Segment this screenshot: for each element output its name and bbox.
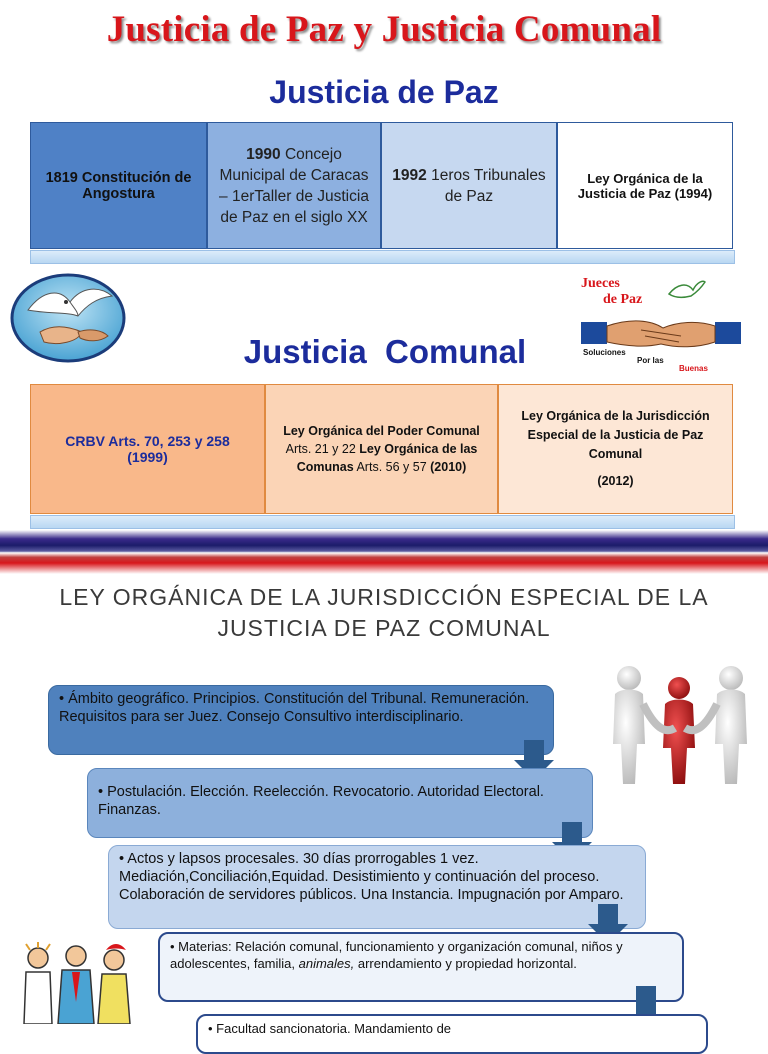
- comunal-cell-2012: Ley Orgánica de la Jurisdicción Especial de la Justicia de Paz Comunal (2012): [498, 384, 733, 514]
- ley-organica-title-line2: JUSTICIA DE PAZ COMUNAL: [217, 615, 551, 641]
- cartoon-people-figure: [16, 942, 136, 1024]
- logo-line2: de Paz: [603, 292, 643, 307]
- flow-step-3: • Actos y lapsos procesales. 30 días prorrogables 1 vez. Mediación,Conciliación,Equidad. Desistimiento y continuación del proceso. Colaboración de servidores públicos. Una Instancia. Impugnación por Amparo.: [108, 845, 646, 929]
- dove-icon: [667, 276, 707, 311]
- timeline-cell-1992: 1992 1eros Tribunales de Paz: [381, 122, 557, 249]
- timeline-cell-1990: 1990 Concejo Municipal de Caracas – 1erTaller de Justicia de Paz en el siglo XX: [207, 122, 381, 249]
- comunal-timeline-bar: [30, 515, 735, 529]
- main-title: Justicia de Paz y Justicia Comunal: [106, 9, 662, 50]
- logo-tag2: Por las: [637, 356, 664, 365]
- flow-step-5: • Facultad sancionatoria. Mandamiento de: [196, 1014, 708, 1054]
- timeline-cell-1994: Ley Orgánica de la Justicia de Paz (1994): [557, 122, 733, 249]
- dove-handshake-logo: [8, 272, 126, 364]
- ley-organica-title: [20, 582, 748, 644]
- ley-organica-title-line1: LEY ORGÁNICA DE LA JURISDICCIÓN ESPECIAL DE LA: [59, 584, 709, 610]
- justicia-paz-heading: Justicia de Paz: [269, 74, 499, 110]
- logo-line1: Jueces: [581, 276, 620, 291]
- justicia-comunal-heading: Justicia Comunal: [243, 333, 527, 370]
- flow-step-4: • Materias: Relación comunal, funcionamiento y organización comunal, niños y adolescentes, familia, animales, arrendamiento y propiedad horizontal.: [158, 932, 684, 1002]
- logo-tag3: Buenas: [679, 364, 708, 373]
- jueces-de-paz-logo: [575, 272, 745, 376]
- people-circle-figure: [605, 664, 755, 792]
- timeline-cell-1819: 1819 Constitución de Angostura: [30, 122, 207, 249]
- flow-step-1: • Ámbito geográfico. Principios. Constitución del Tribunal. Remuneración. Requisitos para ser Juez. Consejo Consultivo interdisciplinario.: [48, 685, 554, 755]
- comunal-cell-crbv: CRBV Arts. 70, 253 y 258 (1999): [30, 384, 265, 514]
- comunal-cell-2010: Ley Orgánica del Poder Comunal Arts. 21 y 22 Ley Orgánica de las Comunas Arts. 56 y 57 (2010): [265, 384, 498, 514]
- slide-divider-band: [0, 530, 768, 574]
- timeline-bar: [30, 250, 735, 264]
- flow-step-2: • Postulación. Elección. Reelección. Revocatorio. Autoridad Electoral. Finanzas.: [87, 768, 593, 838]
- logo-tag1: Soluciones: [583, 348, 626, 357]
